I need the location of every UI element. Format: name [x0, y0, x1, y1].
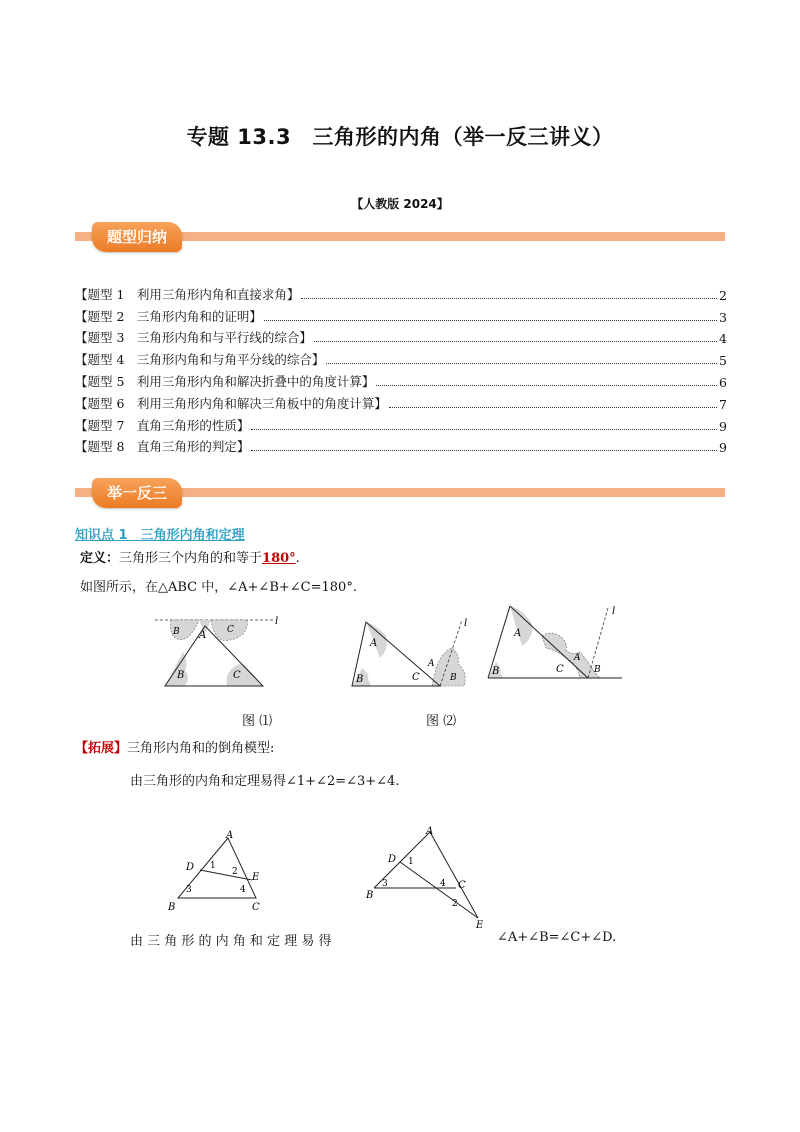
svg-text:B: B: [492, 666, 500, 677]
svg-text:B: B: [450, 673, 457, 683]
svg-text:2: 2: [452, 899, 458, 909]
svg-text:B: B: [366, 890, 374, 901]
toc-item[interactable]: 【题型 4 三角形内角和与角平分线的综合】 5: [75, 352, 727, 369]
extension-line-1: 由三角形的内角和定理易得∠1+∠2=∠3+∠4.: [130, 774, 400, 789]
svg-text:1: 1: [210, 861, 216, 871]
svg-text:C: C: [233, 670, 241, 681]
figure-caption-1: 图 ⑴: [242, 714, 273, 729]
definition: 定义：三角形三个内角的和等于180°.: [80, 551, 300, 566]
svg-text:B: B: [356, 674, 364, 685]
svg-text:4: 4: [440, 879, 446, 889]
svg-text:l: l: [275, 616, 279, 627]
figure-caption-2: 图 ⑵: [426, 714, 457, 729]
svg-text:B: B: [177, 670, 185, 681]
svg-text:E: E: [252, 872, 260, 883]
section-header-toc: [75, 222, 725, 256]
figure-1-diagram: [155, 612, 285, 692]
svg-text:E: E: [476, 920, 484, 930]
edition-label: 【人教版 2024】: [351, 197, 449, 211]
svg-text:A: A: [199, 630, 207, 641]
toc-item[interactable]: 【题型 2 三角形内角和的证明】 3: [75, 308, 727, 325]
knowledge-point-title: 知识点 1 三角形内角和定理: [75, 528, 245, 543]
svg-text:C: C: [556, 664, 564, 675]
svg-text:l: l: [612, 606, 616, 617]
svg-text:D: D: [186, 862, 195, 873]
toc-item[interactable]: 【题型 5 利用三角形内角和解决折叠中的角度计算】 6: [75, 373, 727, 390]
toc-item[interactable]: 【题型 7 直角三角形的性质】 9: [75, 417, 727, 434]
section-header-main: [75, 478, 725, 512]
figure-2a-diagram: [340, 612, 480, 692]
svg-text:C: C: [412, 672, 420, 683]
svg-text:1: 1: [408, 857, 414, 867]
svg-text:4: 4: [240, 885, 246, 895]
extension-heading: 【拓展】三角形内角和的倒角模型:: [75, 741, 275, 756]
toc-item[interactable]: 【题型 8 直角三角形的判定】 9: [75, 439, 727, 456]
svg-text:B: B: [173, 627, 180, 637]
model-diagram-1: [160, 830, 270, 910]
table-of-contents: [75, 281, 727, 455]
svg-text:A: A: [428, 659, 435, 669]
svg-text:C: C: [458, 880, 466, 891]
svg-text:A: A: [426, 826, 434, 837]
svg-text:A: A: [574, 653, 581, 663]
svg-text:l: l: [464, 618, 468, 629]
answer-highlight: 180°: [262, 551, 296, 566]
extension-line-2-right: ∠A+∠B=∠C+∠D.: [497, 930, 617, 945]
svg-text:2: 2: [232, 867, 238, 877]
toc-item[interactable]: 【题型 3 三角形内角和与平行线的综合】 4: [75, 330, 727, 347]
svg-text:C: C: [252, 902, 260, 910]
svg-text:3: 3: [382, 879, 388, 889]
svg-text:D: D: [388, 854, 397, 865]
svg-text:A: A: [226, 830, 234, 841]
svg-text:A: A: [514, 628, 522, 639]
section-tag: 题型归纳: [92, 222, 182, 252]
toc-item[interactable]: 【题型 1 利用三角形内角和直接求角】 2: [75, 286, 727, 303]
section-tag: 举一反三: [92, 478, 182, 508]
figure-2b-diagram: [480, 602, 630, 684]
svg-text:A: A: [370, 638, 378, 649]
toc-item[interactable]: 【题型 6 利用三角形内角和解决三角板中的角度计算】 7: [75, 395, 727, 412]
example-text: 如图所示，在△ABC 中，∠A+∠B+∠C=180°.: [80, 580, 357, 595]
page-title: 专题 13.3 三角形的内角（举一反三讲义）: [186, 125, 614, 149]
svg-text:3: 3: [186, 885, 192, 895]
svg-text:B: B: [594, 665, 601, 675]
svg-text:C: C: [227, 625, 234, 635]
model-diagram-2: [362, 826, 492, 930]
svg-text:B: B: [168, 902, 176, 910]
extension-line-2-left: 由 三 角 形 的 内 角 和 定 理 易 得: [130, 934, 332, 949]
